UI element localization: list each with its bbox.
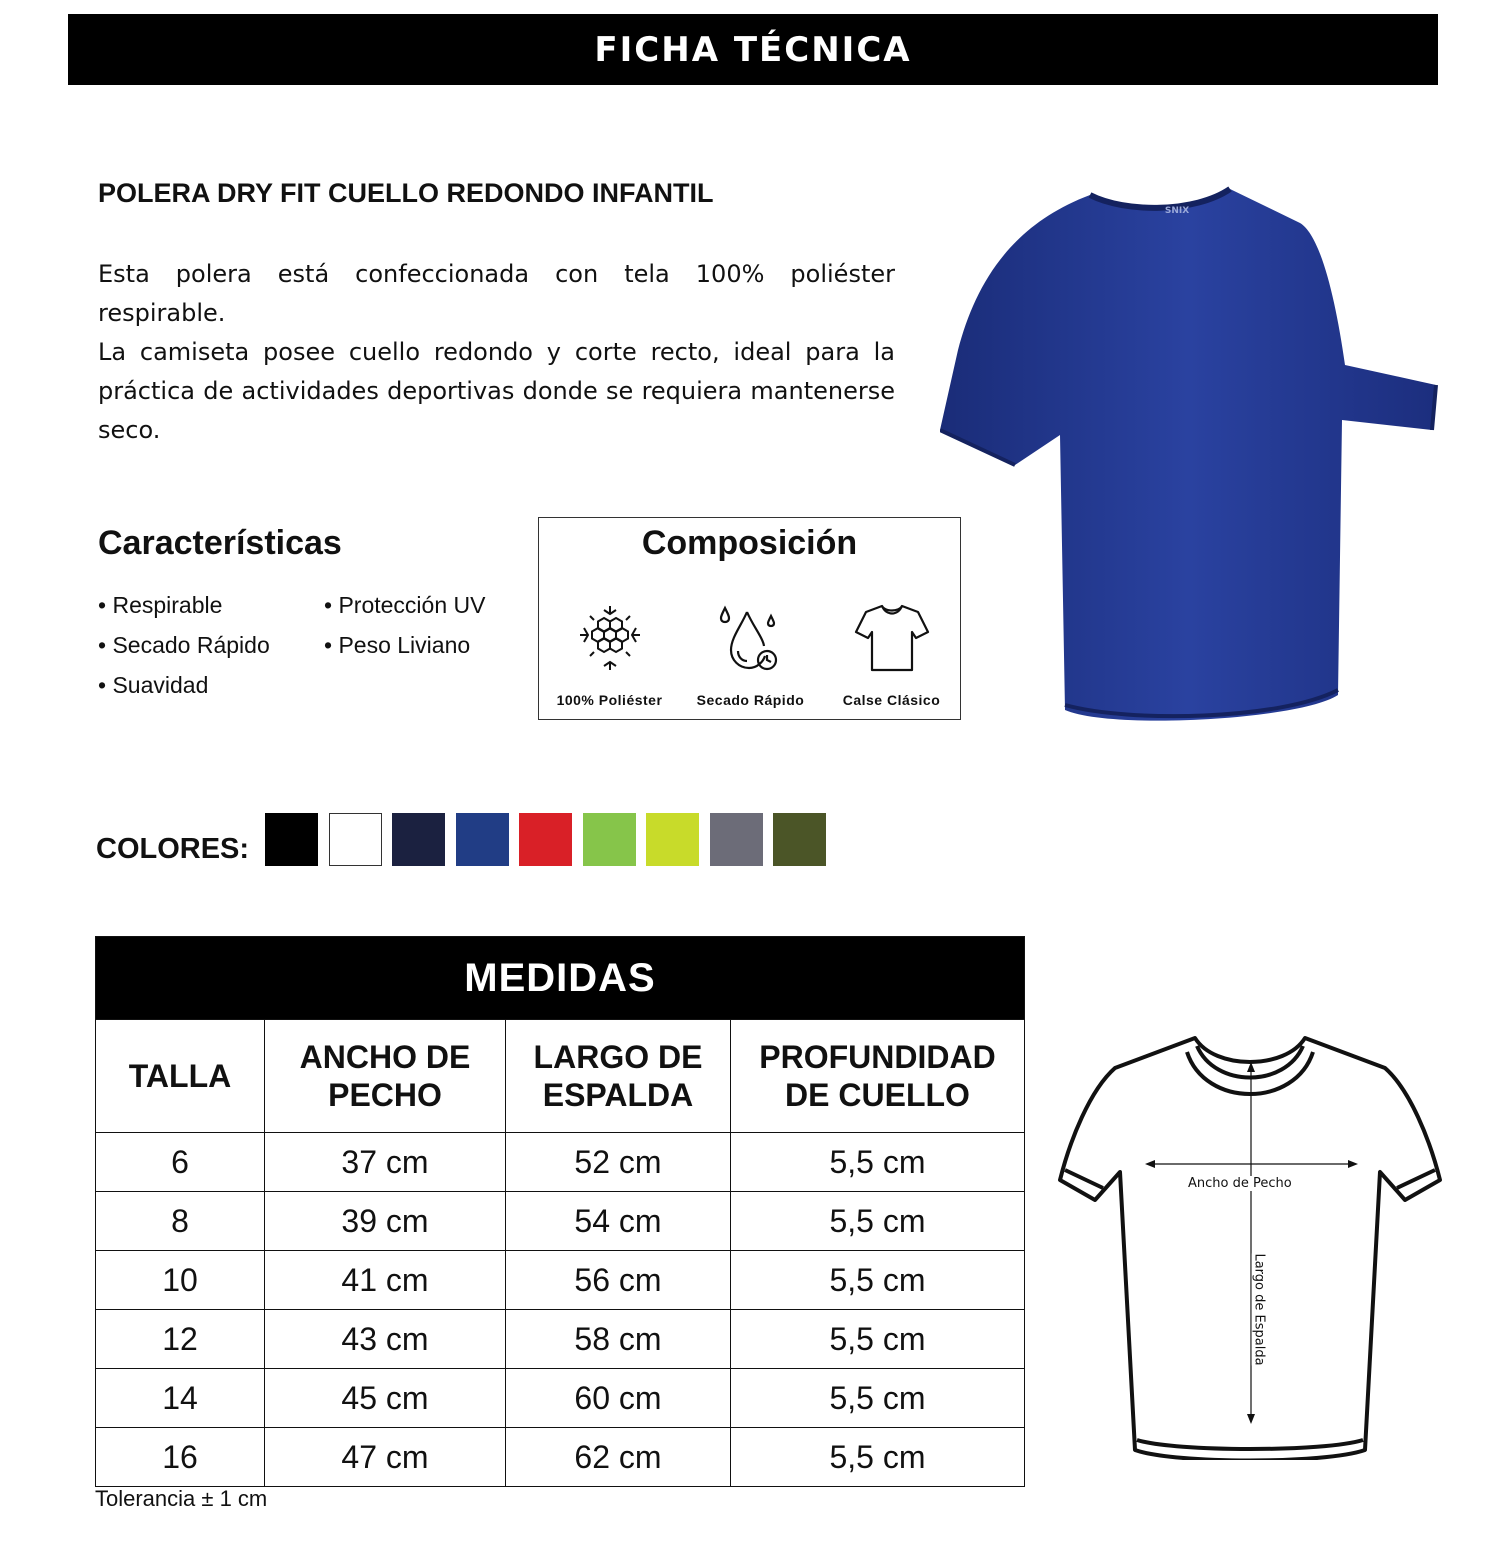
table-cell: 54 cm [506,1192,731,1251]
table-row [96,1192,1025,1251]
table-row [96,1369,1025,1428]
table-cell: 39 cm [265,1192,506,1251]
table-cell: 58 cm [506,1310,731,1369]
page-title: FICHA TÉCNICA [594,29,912,70]
table-cell: 16 [96,1428,265,1487]
description-paragraph: La camiseta posee cuello redondo y corte recto, ideal para la práctica de actividades deportivas donde se requiera mantenerse seco. [98,338,895,444]
table-header: TALLA [96,1020,265,1133]
product-title: POLERA DRY FIT CUELLO REDONDO INFANTIL [98,178,714,208]
table-cell: 10 [96,1251,265,1310]
table-cell: 60 cm [506,1369,731,1428]
table-title: MEDIDAS [96,937,1025,1020]
table-row [96,1310,1025,1369]
list-item: • Peso Liviano [324,632,471,658]
color-swatch [519,813,572,866]
product-photo [940,175,1440,735]
color-swatch [456,813,509,866]
table-cell: 14 [96,1369,265,1428]
table-row [96,1251,1025,1310]
color-swatch [773,813,826,866]
brand-logo: SNIX [1164,206,1190,216]
table-cell: 43 cm [265,1310,506,1369]
table-cell: 41 cm [265,1251,506,1310]
table-cell: 47 cm [265,1428,506,1487]
table-cell: 37 cm [265,1133,506,1192]
table-cell: 5,5 cm [731,1251,1025,1310]
table-cell: 12 [96,1310,265,1369]
back-length-label: Largo de Espalda [1251,1253,1267,1366]
composition-label: 100% Poliéster [556,692,663,708]
composition-box [538,517,961,720]
color-swatch [392,813,445,866]
colors-label: COLORES: [96,833,250,865]
table-cell: 8 [96,1192,265,1251]
size-table [95,936,1025,1487]
table-header: LARGO DE ESPALDA [506,1020,731,1133]
water-drops-clock-icon [680,598,821,678]
color-swatch [583,813,636,866]
shirt-body [940,189,1436,721]
list-item: • Suavidad [98,672,209,698]
description-paragraph: Esta polera está confeccionada con tela 100% poliéster respirable. [98,260,895,327]
product-description [98,255,895,450]
chest-width-label: Ancho de Pecho [1188,1176,1292,1191]
table-cell: 6 [96,1133,265,1192]
table-cell: 5,5 cm [731,1428,1025,1487]
table-row [96,1133,1025,1192]
composition-label: Calse Clásico [842,692,941,708]
color-swatch [265,813,318,866]
table-cell: 5,5 cm [731,1192,1025,1251]
table-cell: 56 cm [506,1251,731,1310]
table-cell: 5,5 cm [731,1369,1025,1428]
color-swatch [710,813,763,866]
header-banner [68,14,1438,85]
list-item: • Secado Rápido [98,632,270,658]
fabric-hexagon-icon [539,598,680,678]
color-swatch [646,813,699,866]
table-header: ANCHO DE PECHO [265,1020,506,1133]
composition-title: Composición [641,524,858,562]
table-header: PROFUNDIDAD DE CUELLO [731,1020,1025,1133]
table-cell: 62 cm [506,1428,731,1487]
table-cell: 5,5 cm [731,1310,1025,1369]
composition-label: Secado Rápido [696,692,805,708]
color-swatch [329,813,382,866]
list-item: • Respirable [98,592,223,618]
table-cell: 52 cm [506,1133,731,1192]
table-cell: 5,5 cm [731,1133,1025,1192]
measurement-diagram [1055,1030,1445,1460]
features-title: Características [98,524,342,562]
list-item: • Protección UV [324,592,486,618]
tolerance-note: Tolerancia ± 1 cm [95,1486,268,1511]
table-row [96,1428,1025,1487]
table-cell: 45 cm [265,1369,506,1428]
